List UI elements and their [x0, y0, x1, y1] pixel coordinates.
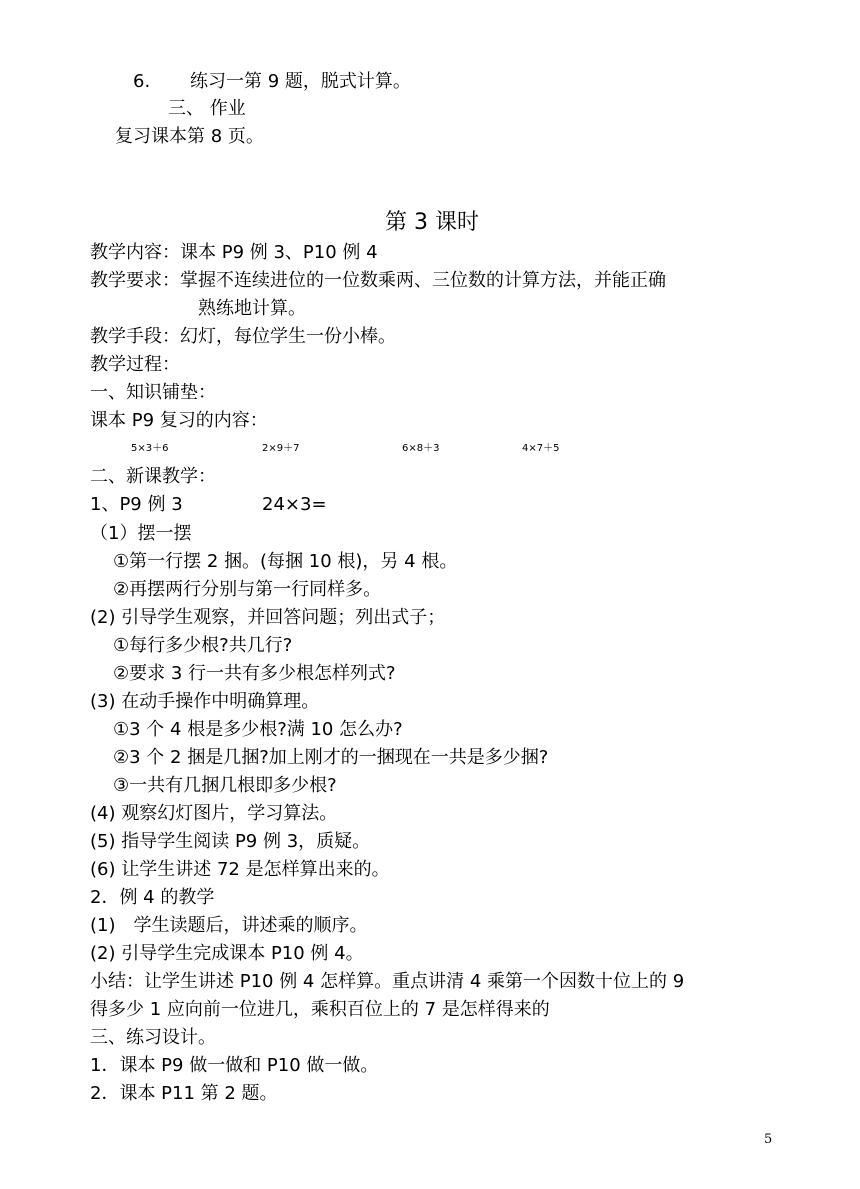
page-number: 5 — [764, 1132, 773, 1147]
review-calc-2: 2×9＋7 — [262, 443, 300, 454]
example-3-label: 1、P9 例 3 — [90, 494, 183, 515]
summary-line1: 小结：让学生讲述 P10 例 4 怎样算。重点讲清 4 乘第一个因数十位上的 9 — [90, 971, 685, 992]
item-6-number: 6. — [133, 71, 151, 92]
practice-item-1: 1．课本 P9 做一做和 P10 做一做。 — [90, 1055, 379, 1076]
step-1-a: ①第一行摆 2 捆。(每捆 10 根)，另 4 根。 — [113, 551, 458, 572]
step-4: (4) 观察幻灯图片，学习算法。 — [90, 803, 338, 824]
step-3-c: ③一共有几捆几根即多少根? — [113, 775, 337, 796]
review-calc-1: 5×3＋6 — [131, 443, 169, 454]
item-6-text: 练习一第 9 题，脱式计算。 — [190, 71, 411, 92]
summary-line2: 得多少 1 应向前一位进几，乘积百位上的 7 是怎样得来的 — [90, 999, 550, 1020]
step-6: (6) 让学生讲述 72 是怎样算出来的。 — [90, 859, 390, 880]
teaching-means: 教学手段：幻灯，每位学生一份小棒。 — [90, 326, 396, 347]
teaching-requirement-line1: 教学要求：掌握不连续进位的一位数乘两、三位数的计算方法，并能正确 — [90, 270, 666, 291]
example-3-expression: 24×3= — [262, 494, 327, 515]
review-calc-3: 6×8＋3 — [402, 443, 440, 454]
step-3-a: ①3 个 4 根是多少根?满 10 怎么办? — [113, 719, 403, 740]
step-1: （1）摆一摆 — [90, 523, 192, 544]
step-3: (3) 在动手操作中明确算理。 — [90, 691, 320, 712]
lesson-title: 第 3 课时 — [385, 210, 479, 235]
teaching-content: 教学内容：课本 P9 例 3、P10 例 4 — [90, 242, 378, 263]
knowledge-heading: 一、知识铺垫： — [90, 382, 216, 403]
practice-item-2: 2．课本 P11 第 2 题。 — [90, 1083, 278, 1104]
practice-heading: 三、练习设计。 — [90, 1027, 216, 1048]
step-2-b: ②要求 3 行一共有多少根怎样列式? — [113, 663, 396, 684]
step-1-b: ②再摆两行分别与第一行同样多。 — [113, 579, 382, 600]
homework-text: 复习课本第 8 页。 — [115, 126, 264, 147]
new-lesson-heading: 二、新课教学： — [90, 466, 216, 487]
review-calc-4: 4×7＋5 — [522, 443, 560, 454]
step-2: (2) 引导学生观察，并回答问题；列出式子； — [90, 607, 446, 628]
section-homework-heading: 三、 作业 — [168, 98, 246, 119]
example-4-step-2: (2) 引导学生完成课本 P10 例 4。 — [90, 943, 364, 964]
step-5: (5) 指导学生阅读 P9 例 3，质疑。 — [90, 831, 371, 852]
step-2-a: ①每行多少根?共几行? — [113, 635, 293, 656]
example-4-step-1: (1) 学生读题后，讲述乘的顺序。 — [90, 915, 368, 936]
teaching-process: 教学过程： — [90, 354, 180, 375]
review-text: 课本 P9 复习的内容： — [90, 410, 268, 431]
example-4-label: 2．例 4 的教学 — [90, 887, 215, 908]
step-3-b: ②3 个 2 捆是几捆?加上刚才的一捆现在一共是多少捆? — [113, 747, 549, 768]
teaching-requirement-line2: 熟练地计算。 — [198, 298, 306, 319]
